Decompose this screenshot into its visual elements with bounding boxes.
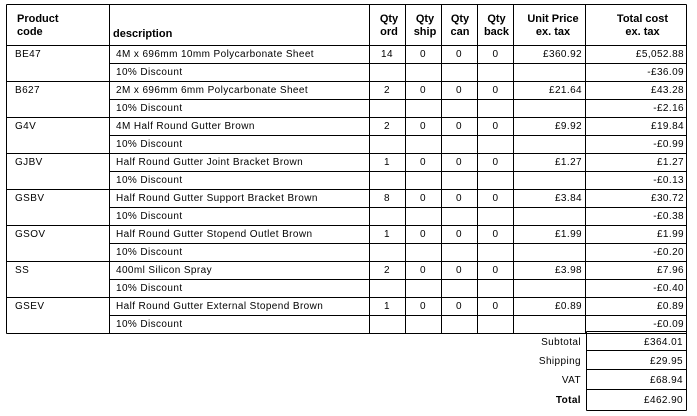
cell-ship: 0 <box>420 229 426 240</box>
cell-can: 0 <box>456 85 462 96</box>
cell-code: G4V <box>15 121 37 132</box>
header-unit-price: Unit Price ex. tax <box>527 13 579 38</box>
cell-ord: 1 <box>384 157 390 168</box>
cell-unit: £360.92 <box>543 49 582 60</box>
cell-code: GSOV <box>15 229 46 240</box>
cell-ord: 2 <box>384 121 390 132</box>
cell-ord: 2 <box>384 85 390 96</box>
cell-back: 0 <box>492 265 499 276</box>
discount-value: -£0.20 <box>653 247 684 258</box>
cell-total: £5,052.88 <box>635 49 684 60</box>
discount-value: -£0.40 <box>653 283 684 294</box>
cell-back: 0 <box>492 85 499 96</box>
cell-description: Half Round Gutter Support Bracket Brown <box>116 193 318 204</box>
cell-total: £7.96 <box>656 265 684 276</box>
cell-unit: £9.92 <box>554 121 582 132</box>
cell-unit: £21.64 <box>549 85 582 96</box>
cell-ord: 1 <box>384 229 390 240</box>
summary-label: Shipping <box>538 356 581 367</box>
cell-ord: 2 <box>384 265 390 276</box>
cell-back: 0 <box>492 157 499 168</box>
cell-description: Half Round Gutter Stopend Outlet Brown <box>116 229 313 240</box>
discount-label: 10% Discount <box>116 103 183 114</box>
discount-label: 10% Discount <box>116 319 183 330</box>
discount-value: -£0.09 <box>653 319 684 330</box>
summary-label: Total <box>555 395 581 406</box>
discount-value: -£0.99 <box>653 139 684 150</box>
header-qty-ord: Qty ord <box>379 13 399 38</box>
cell-code: BE47 <box>15 49 42 60</box>
cell-unit: £1.99 <box>554 229 582 240</box>
summary-value: £68.94 <box>650 375 683 386</box>
cell-unit: £0.89 <box>554 301 582 312</box>
cell-description: Half Round Gutter Joint Bracket Brown <box>116 157 304 168</box>
header-qty-back: Qty back <box>483 13 510 38</box>
cell-ship: 0 <box>420 49 426 60</box>
discount-value: -£36.09 <box>647 67 684 78</box>
cell-back: 0 <box>492 193 499 204</box>
summary-label: Subtotal <box>541 337 581 348</box>
cell-code: B627 <box>15 85 40 96</box>
discount-label: 10% Discount <box>116 211 183 222</box>
cell-can: 0 <box>456 229 462 240</box>
cell-unit: £3.98 <box>554 265 582 276</box>
cell-description: 4M x 696mm 10mm Polycarbonate Sheet <box>116 49 314 60</box>
cell-ord: 14 <box>381 49 393 60</box>
cell-total: £43.28 <box>651 85 684 96</box>
header-total-cost: Total cost ex. tax <box>616 13 669 38</box>
cell-can: 0 <box>456 49 462 60</box>
cell-ord: 8 <box>384 193 390 204</box>
cell-can: 0 <box>456 157 462 168</box>
cell-code: GJBV <box>15 157 43 168</box>
header-product-code: Product code <box>17 13 59 38</box>
header-description: description <box>113 28 173 40</box>
discount-value: -£2.16 <box>653 103 684 114</box>
cell-description: Half Round Gutter External Stopend Brown <box>116 301 324 312</box>
cell-back: 0 <box>492 121 499 132</box>
cell-ship: 0 <box>420 121 426 132</box>
cell-description: 2M x 696mm 6mm Polycarbonate Sheet <box>116 85 309 96</box>
cell-back: 0 <box>492 301 499 312</box>
header-qty-ship: Qty ship <box>413 13 437 38</box>
discount-label: 10% Discount <box>116 139 183 150</box>
cell-total: £0.89 <box>656 301 684 312</box>
discount-label: 10% Discount <box>116 67 183 78</box>
cell-unit: £3.84 <box>554 193 582 204</box>
summary-label: VAT <box>561 375 581 386</box>
summary-value: £29.95 <box>650 356 683 367</box>
cell-total: £1.99 <box>656 229 684 240</box>
discount-label: 10% Discount <box>116 247 183 258</box>
cell-unit: £1.27 <box>554 157 582 168</box>
cell-description: 400ml Silicon Spray <box>116 265 212 276</box>
cell-back: 0 <box>492 229 499 240</box>
discount-label: 10% Discount <box>116 175 183 186</box>
cell-ship: 0 <box>420 265 426 276</box>
cell-code: GSBV <box>15 193 45 204</box>
cell-can: 0 <box>456 121 462 132</box>
cell-total: £30.72 <box>651 193 684 204</box>
cell-ord: 1 <box>384 301 390 312</box>
summary-value: £364.01 <box>644 337 683 348</box>
cell-total: £19.84 <box>651 121 684 132</box>
cell-ship: 0 <box>420 301 426 312</box>
discount-value: -£0.13 <box>653 175 684 186</box>
cell-code: SS <box>15 265 30 276</box>
cell-can: 0 <box>456 265 462 276</box>
discount-value: -£0.38 <box>653 211 684 222</box>
cell-description: 4M Half Round Gutter Brown <box>116 121 255 132</box>
cell-ship: 0 <box>420 157 426 168</box>
cell-ship: 0 <box>420 193 426 204</box>
cell-can: 0 <box>456 193 462 204</box>
cell-code: GSEV <box>15 301 45 312</box>
cell-can: 0 <box>456 301 462 312</box>
summary-value: £462.90 <box>644 395 683 406</box>
cell-ship: 0 <box>420 85 426 96</box>
discount-label: 10% Discount <box>116 283 183 294</box>
cell-back: 0 <box>492 49 499 60</box>
header-qty-can: Qty can <box>450 13 470 38</box>
cell-total: £1.27 <box>656 157 684 168</box>
